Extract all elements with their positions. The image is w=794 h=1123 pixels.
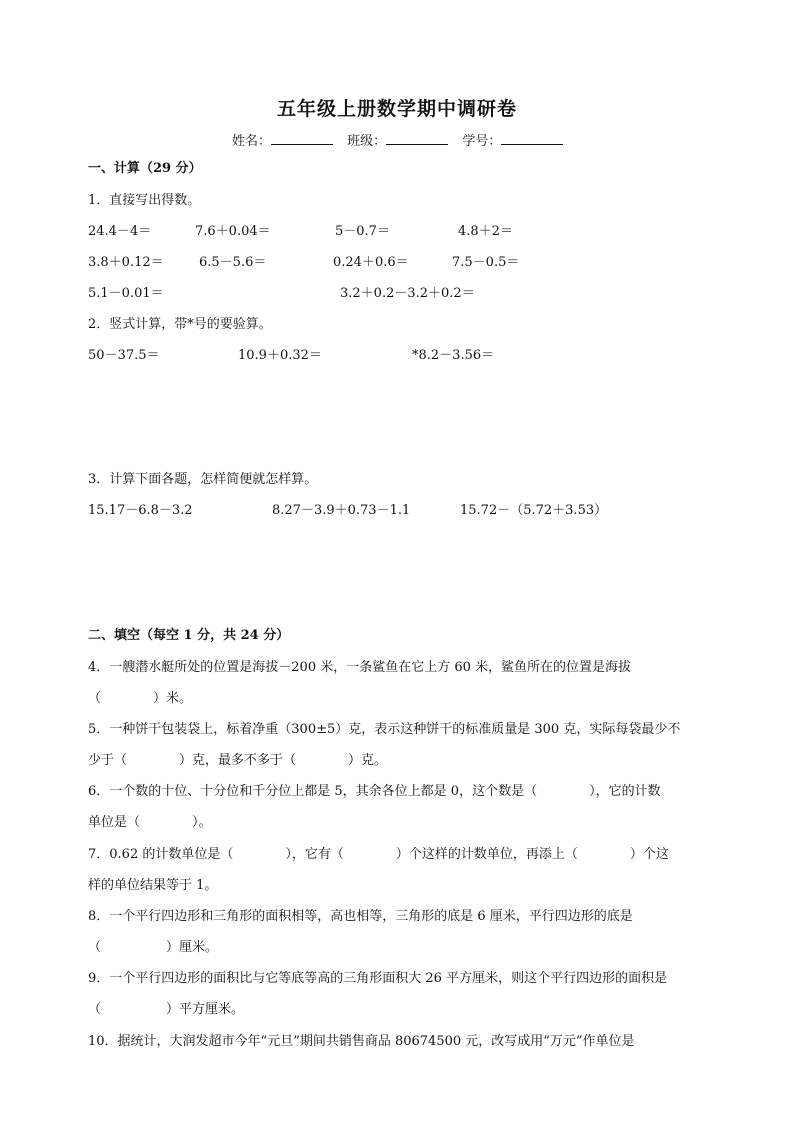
- class-blank[interactable]: [386, 132, 448, 145]
- question-6-line-2: 单位是（ ）。: [88, 815, 212, 830]
- question-8-line-1: 8．一个平行四边形和三角形的面积相等，高也相等，三角形的底是 6 厘米，平行四边形的底是: [88, 909, 633, 924]
- question-1-prompt: 1．直接写出得数。: [88, 193, 201, 208]
- question-2-prompt: 2．竖式计算，带*号的要验算。: [88, 317, 272, 332]
- question-10-line-1: 10．据统计，大润发超市今年“元旦”期间共销售商品 80674500 元，改写成用“万元”作单位是: [88, 1034, 635, 1049]
- question-9-line-2: （ ）平方厘米。: [88, 1002, 245, 1017]
- number-label: 学号：: [462, 134, 502, 149]
- simplify-calc-2: 8.27－3.9＋0.73－1.1: [272, 503, 411, 518]
- simplify-calc-3: 15.72－（5.72＋3.53）: [460, 503, 608, 518]
- question-6-line-1: 6．一个数的十位、十分位和千分位上都是 5，其余各位上都是 0，这个数是（ ），它的计数: [88, 784, 661, 799]
- name-label: 姓名：: [232, 134, 272, 149]
- name-blank[interactable]: [271, 132, 333, 145]
- problem-1-7: 0.24＋0.6＝: [333, 255, 409, 270]
- problem-1-6: 6.5－5.6＝: [199, 255, 267, 270]
- section-heading-fill-blank: 二、填空（每空 1 分，共 24 分）: [88, 628, 290, 643]
- question-4-line-1: 4．一艘潜水艇所处的位置是海拔－200 米，一条鲨鱼在它上方 60 米，鲨鱼所在的位置是海拔: [88, 660, 632, 675]
- problem-1-10: 3.2＋0.2－3.2＋0.2＝: [340, 286, 475, 301]
- problem-1-5: 3.8＋0.12＝: [88, 255, 164, 270]
- vertical-calc-1: 50－37.5＝: [88, 348, 160, 363]
- class-label: 班级：: [347, 134, 387, 149]
- problem-1-1: 24.4－4＝: [88, 224, 152, 239]
- section-heading-calculation: 一、计算（29 分）: [88, 161, 202, 176]
- simplify-calc-1: 15.17－6.8－3.2: [88, 503, 193, 518]
- problem-1-8: 7.5－0.5＝: [452, 255, 520, 270]
- problem-1-9: 5.1－0.01＝: [88, 286, 164, 301]
- problem-1-2: 7.6＋0.04＝: [195, 224, 271, 239]
- student-info-line: [232, 130, 573, 149]
- page-title: 五年级上册数学期中调研卷: [276, 98, 517, 120]
- problem-1-4: 4.8＋2＝: [458, 224, 513, 239]
- number-blank[interactable]: [501, 132, 563, 145]
- problem-1-3: 5－0.7＝: [335, 224, 390, 239]
- question-7-line-1: 7．0.62 的计数单位是（ ），它有（ ）个这样的计数单位，再添上（ ）个这: [88, 847, 669, 862]
- question-5-line-2: 少于（ ）克，最多不多于（ ）克。: [88, 753, 388, 768]
- question-5-line-1: 5．一种饼干包装袋上，标着净重（300±5）克，表示这种饼干的标准质量是 300 克，实际每袋最少不: [88, 722, 681, 737]
- vertical-calc-3: *8.2－3.56＝: [412, 348, 495, 363]
- question-8-line-2: （ ）厘米。: [88, 940, 219, 955]
- question-4-line-2: （ ）米。: [88, 691, 193, 706]
- question-7-line-2: 样的单位结果等于 1。: [88, 878, 218, 893]
- vertical-calc-2: 10.9＋0.32＝: [238, 348, 322, 363]
- question-3-prompt: 3．计算下面各题，怎样简便就怎样算。: [88, 472, 318, 487]
- question-9-line-1: 9．一个平行四边形的面积比与它等底等高的三角形面积大 26 平方厘米，则这个平行四边形的面积是: [88, 971, 668, 986]
